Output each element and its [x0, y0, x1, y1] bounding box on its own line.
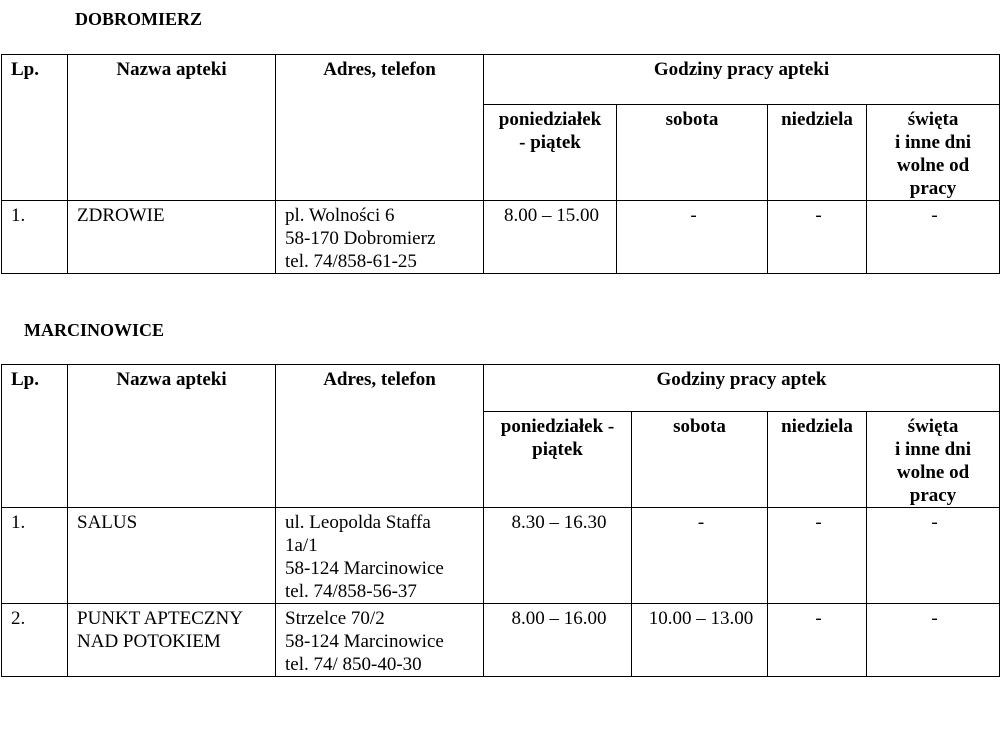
cell-holidays: -	[867, 508, 1000, 604]
cell-name: SALUS	[68, 508, 276, 604]
header-saturday: sobota	[617, 105, 768, 201]
header-address: Adres, telefon	[276, 365, 484, 508]
cell-lp: 1.	[2, 201, 68, 274]
header-weekdays: poniedziałek - piątek	[484, 412, 632, 508]
cell-weekdays: 8.00 – 15.00	[484, 201, 617, 274]
header-holidays: święta i inne dni wolne od pracy	[867, 105, 1000, 201]
header-sunday: niedziela	[768, 412, 867, 508]
header-holidays: święta i inne dni wolne od pracy	[867, 412, 1000, 508]
header-saturday: sobota	[632, 412, 768, 508]
header-weekdays: poniedziałek - piątek	[484, 105, 617, 201]
pharmacy-table-marcinowice	[1, 364, 1000, 677]
header-address: Adres, telefon	[276, 55, 484, 201]
cell-name: PUNKT APTECZNY NAD POTOKIEM	[68, 604, 276, 677]
section-title-marcinowice: MARCINOWICE	[24, 320, 165, 340]
header-name: Nazwa apteki	[68, 365, 276, 508]
cell-address: Strzelce 70/2 58-124 Marcinowice tel. 74/ 850-40-30	[276, 604, 484, 677]
cell-address: pl. Wolności 6 58-170 Dobromierz tel. 74/858-61-25	[276, 201, 484, 274]
cell-sunday: -	[768, 508, 867, 604]
cell-weekdays: 8.00 – 16.00	[484, 604, 632, 677]
cell-lp: 1.	[2, 508, 68, 604]
table-row	[2, 201, 1000, 274]
cell-sunday: -	[768, 604, 867, 677]
cell-name: ZDROWIE	[68, 201, 276, 274]
cell-sunday: -	[768, 201, 867, 274]
cell-saturday: -	[632, 508, 768, 604]
cell-address: ul. Leopolda Staffa 1a/1 58-124 Marcinowice tel. 74/858-56-37	[276, 508, 484, 604]
cell-holidays: -	[867, 201, 1000, 274]
pharmacy-table-dobromierz	[1, 54, 1000, 274]
header-name: Nazwa apteki	[68, 55, 276, 201]
cell-weekdays: 8.30 – 16.30	[484, 508, 632, 604]
table-header-row	[2, 365, 1000, 412]
header-lp: Lp.	[2, 55, 68, 201]
cell-lp: 2.	[2, 604, 68, 677]
cell-saturday: -	[617, 201, 768, 274]
table-header-row	[2, 55, 1000, 105]
section-title-dobromierz: DOBROMIERZ	[75, 9, 203, 29]
cell-saturday: 10.00 – 13.00	[632, 604, 768, 677]
cell-holidays: -	[867, 604, 1000, 677]
table-row	[2, 604, 1000, 677]
header-hours-group: Godziny pracy apteki	[484, 55, 1000, 105]
header-sunday: niedziela	[768, 105, 867, 201]
table-row	[2, 508, 1000, 604]
header-lp: Lp.	[2, 365, 68, 508]
header-hours-group: Godziny pracy aptek	[484, 365, 1000, 412]
